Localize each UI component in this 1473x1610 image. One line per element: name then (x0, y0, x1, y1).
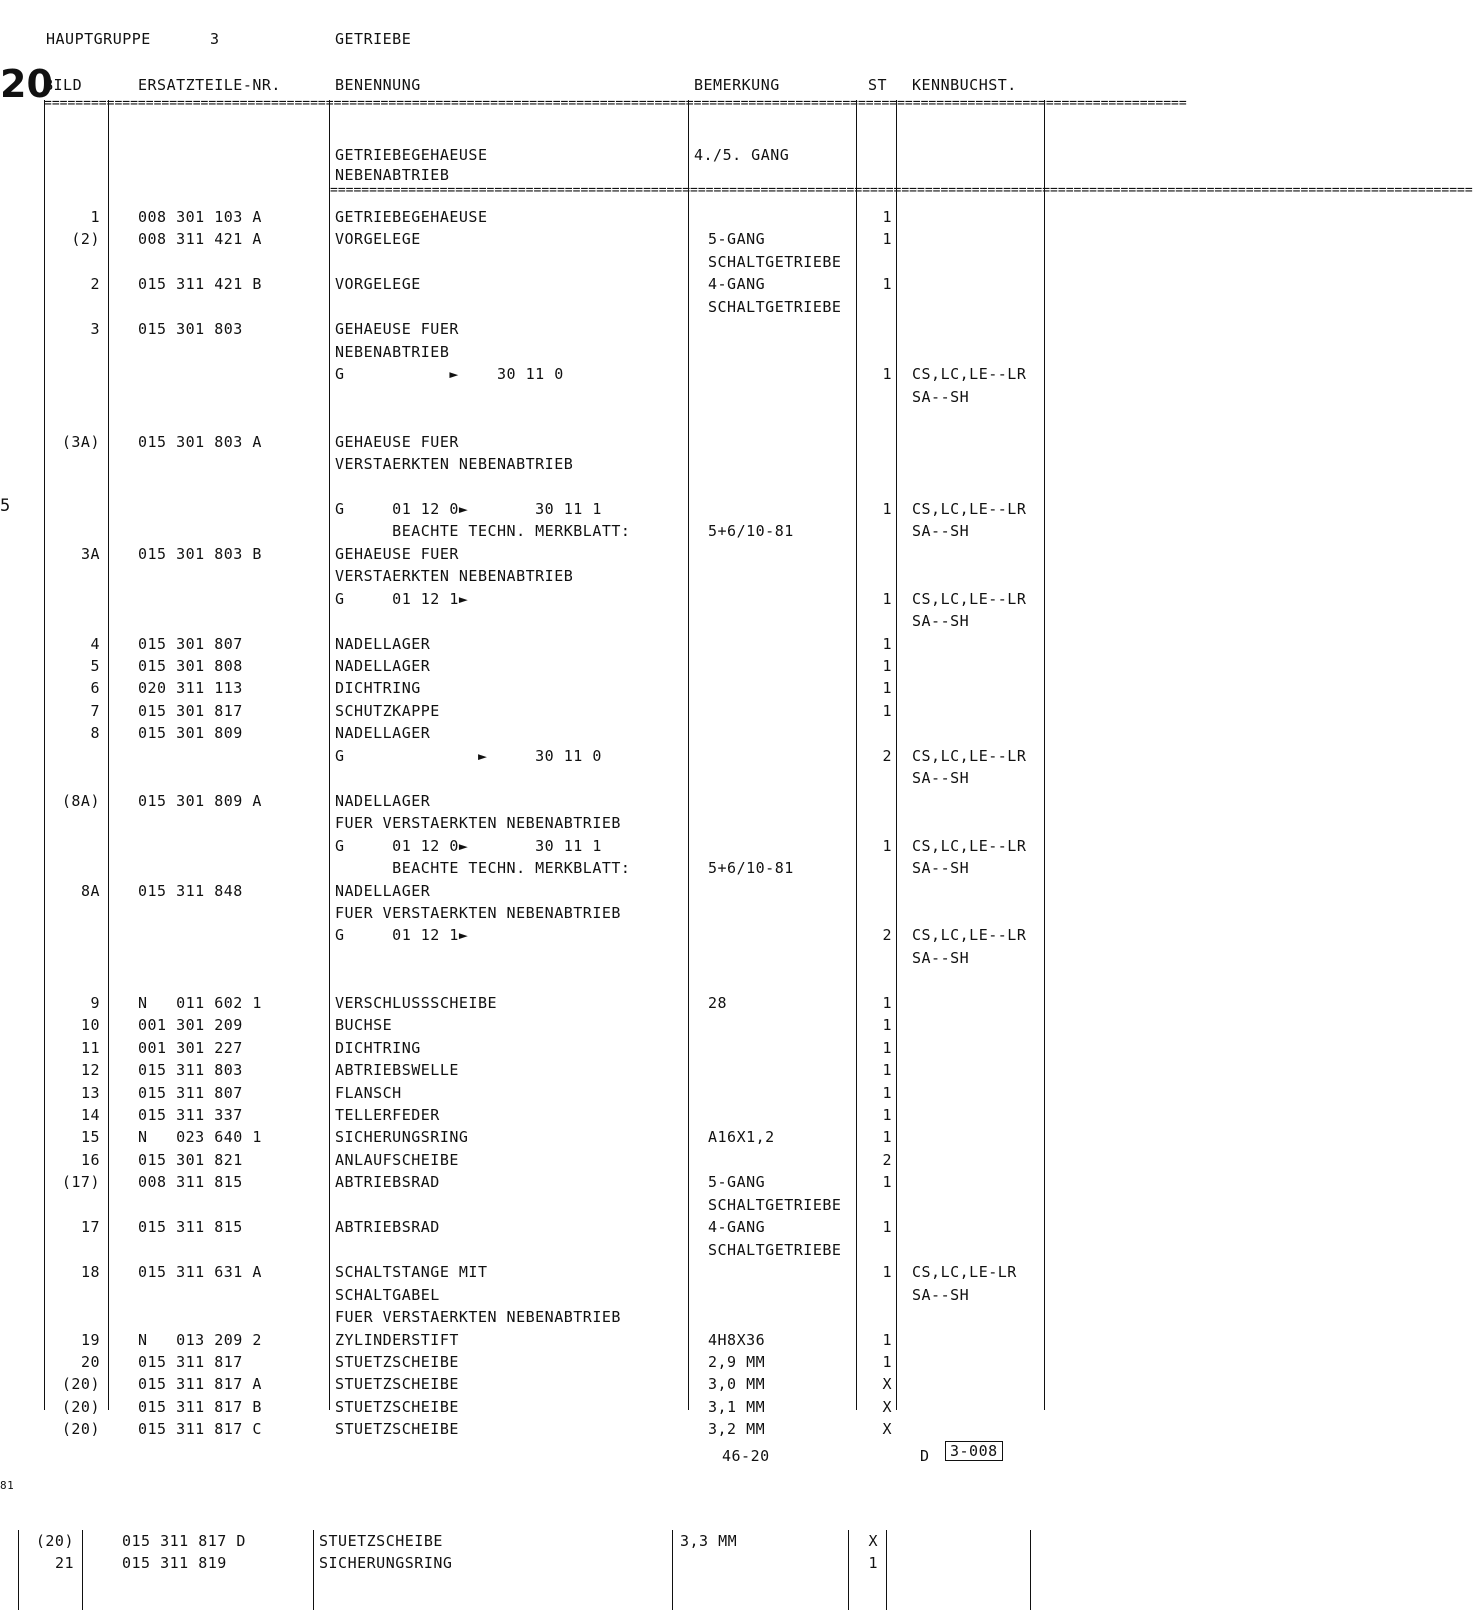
table-row (0, 926, 1083, 948)
benennung-cell: NEBENABTRIEB (335, 342, 450, 361)
kennbuchst-cell: SA--SH (912, 387, 970, 406)
st-cell: 1 (882, 1263, 892, 1282)
bemerkung-cell: 4-GANG (708, 1218, 766, 1237)
benennung-cell: GEHAEUSE FUER (335, 320, 459, 339)
kennbuchst-cell: CS,LC,LE--LR (912, 499, 1027, 518)
benennung-cell: FUER VERSTAERKTEN NEBENABTRIEB (335, 903, 621, 922)
st-cell: X (882, 1420, 892, 1439)
bemerkung-cell: 3,2 MM (708, 1420, 766, 1439)
table-row (0, 275, 1083, 297)
benennung-cell: BEACHTE TECHN. MERKBLATT: (335, 522, 631, 541)
bemerkung-cell: SCHALTGETRIEBE (708, 297, 842, 316)
table-row (0, 1106, 1083, 1128)
table-row (0, 433, 1083, 455)
table-row (0, 635, 1083, 657)
bild-cell: 14 (80, 1106, 100, 1124)
bild-cell: 10 (80, 1016, 100, 1035)
bemerkung-cell: SCHALTGETRIEBE (708, 1240, 842, 1259)
bemerkung-cell: 5-GANG (708, 1173, 766, 1192)
bemerkung-cell: 3,1 MM (708, 1397, 766, 1416)
kennbuchst-cell: CS,LC,LE--LR (912, 589, 1027, 608)
bild-cell: 6 (90, 679, 100, 698)
bild-cell: 20 (80, 1352, 100, 1371)
benennung-cell: G ► 30 11 0 (335, 746, 602, 765)
bild-cell: 18 (80, 1263, 100, 1282)
bild-cell: (8A) (61, 791, 100, 810)
kennbuchst-cell: SA--SH (912, 522, 970, 541)
col-kennbuchst: KENNBUCHST. (912, 76, 1017, 94)
part-number-cell: 008 311 815 (138, 1173, 243, 1192)
st-cell: 1 (882, 1218, 892, 1237)
footer-letter: D (920, 1447, 930, 1465)
bild-cell: 8A (80, 881, 100, 900)
page-marker: 20 (0, 62, 53, 106)
st-cell: 1 (882, 589, 892, 608)
st-cell: 1 (882, 1038, 892, 1057)
table-row (0, 1039, 1083, 1061)
hauptgruppe-number: 3 (210, 30, 220, 48)
st-cell: 1 (882, 365, 892, 384)
st-cell: 1 (882, 634, 892, 653)
table-row (0, 1353, 1083, 1375)
st-cell: 2 (882, 746, 892, 765)
part-number-cell: 008 301 103 A (138, 208, 262, 226)
table-row (0, 567, 1083, 589)
bemerkung-cell: 5+6/10-81 (708, 522, 794, 541)
table-row (0, 904, 1083, 926)
part-number-cell: 015 311 817 (138, 1352, 243, 1371)
bild-cell: 2 (90, 275, 100, 294)
benennung-cell: ABTRIEBSRAD (335, 1173, 440, 1192)
table-row (0, 859, 1083, 881)
section-title-2: NEBENABTRIEB (335, 166, 450, 184)
bemerkung-cell: SCHALTGETRIEBE (708, 252, 842, 271)
table-row (0, 1128, 1083, 1150)
st-cell: 1 (882, 657, 892, 675)
st-cell: 1 (882, 499, 892, 518)
part-number-cell: 008 311 421 A (138, 230, 262, 249)
bild-cell: (17) (61, 1173, 100, 1192)
st-cell: X (882, 1397, 892, 1416)
table-row (0, 1241, 1083, 1263)
header-separator: ================================================================================================================================================== (44, 96, 1187, 111)
benennung-cell: SCHALTGABEL (335, 1285, 440, 1304)
benennung-cell: GEHAEUSE FUER (335, 432, 459, 451)
benennung-cell: G 01 12 0► 30 11 1 (335, 836, 602, 855)
st-cell: X (882, 1375, 892, 1394)
table-row (0, 837, 1083, 859)
part-number-cell: 015 311 807 (138, 1083, 243, 1102)
part-number-cell: 015 311 817 C (138, 1420, 262, 1439)
bild-cell: 21 (54, 1554, 74, 1572)
benennung-cell: VERSTAERKTEN NEBENABTRIEB (335, 567, 574, 586)
benennung-cell: STUETZSCHEIBE (335, 1375, 459, 1394)
table-row (0, 298, 1083, 320)
st-cell: 1 (882, 679, 892, 698)
section-separator: ================================================================================================================================================== (330, 183, 1473, 198)
benennung-cell: NADELLAGER (335, 724, 431, 743)
bild-cell: 11 (80, 1038, 100, 1057)
table-row (0, 792, 1083, 814)
table-row (0, 1308, 1083, 1330)
margin-text: 5 (0, 496, 11, 516)
part-number-cell: 015 311 337 (138, 1106, 243, 1124)
st-cell: 1 (882, 275, 892, 294)
table-row (0, 1263, 1083, 1285)
benennung-cell: DICHTRING (335, 679, 421, 698)
col-st: ST (868, 76, 888, 94)
table-row (0, 769, 1083, 791)
bemerkung-cell: 3,0 MM (708, 1375, 766, 1394)
part-number-cell: 015 301 803 A (138, 432, 262, 451)
benennung-cell: FUER VERSTAERKTEN NEBENABTRIEB (335, 814, 621, 833)
st-cell: 1 (882, 1128, 892, 1147)
benennung-cell: FLANSCH (335, 1083, 402, 1102)
part-number-cell: 015 301 821 (138, 1150, 243, 1169)
bild-cell: 7 (90, 701, 100, 720)
st-cell: 1 (882, 1330, 892, 1349)
table-row (0, 1375, 1083, 1397)
bild-cell: 8 (90, 724, 100, 743)
bemerkung-cell: 5+6/10-81 (708, 859, 794, 878)
kennbuchst-cell: SA--SH (912, 769, 970, 788)
bild-cell: 5 (90, 657, 100, 675)
bild-cell: 16 (80, 1150, 100, 1169)
section-remark: 4./5. GANG (694, 146, 790, 164)
kennbuchst-cell: CS,LC,LE--LR (912, 365, 1027, 384)
table-row (0, 1084, 1083, 1106)
kennbuchst-cell: CS,LC,LE--LR (912, 926, 1027, 945)
table-row (0, 1331, 1083, 1353)
bemerkung-cell: 2,9 MM (708, 1352, 766, 1371)
table-row (0, 612, 1083, 634)
table-row (0, 1151, 1083, 1173)
bemerkung-cell: 28 (708, 993, 728, 1012)
table-row (0, 1173, 1083, 1195)
st-cell: 1 (868, 1554, 878, 1572)
table-row (0, 230, 1083, 252)
bild-cell: 15 (80, 1128, 100, 1147)
bild-cell: 9 (90, 993, 100, 1012)
part-number-cell: 015 301 809 A (138, 791, 262, 810)
part-number-cell: 001 301 227 (138, 1038, 243, 1057)
benennung-cell: GETRIEBEGEHAEUSE (335, 208, 488, 226)
table-row (0, 971, 1083, 993)
bemerkung-cell: 5-GANG (708, 230, 766, 249)
benennung-cell: SCHALTSTANGE MIT (335, 1263, 488, 1282)
table-row (0, 253, 1083, 275)
bild-cell: 17 (80, 1218, 100, 1237)
benennung-cell: VERSCHLUSSSCHEIBE (335, 993, 498, 1012)
bemerkung-cell: 4-GANG (708, 275, 766, 294)
st-cell: 1 (882, 836, 892, 855)
table-row (0, 1420, 1083, 1442)
table-row (0, 949, 1083, 971)
table-row (0, 1286, 1083, 1308)
st-cell: 1 (882, 1352, 892, 1371)
part-number-cell: 001 301 209 (138, 1016, 243, 1035)
table-row (0, 545, 1083, 567)
part-number-cell: 015 301 807 (138, 634, 243, 653)
part-number-cell: 015 311 817 A (138, 1375, 262, 1394)
benennung-cell: G 01 12 0► 30 11 1 (335, 499, 602, 518)
part-number-cell: 015 301 803 B (138, 544, 262, 563)
table-row (0, 702, 1083, 724)
part-number-cell: 015 301 809 (138, 724, 243, 743)
table-row (0, 1532, 1083, 1554)
benennung-cell: ABTRIEBSRAD (335, 1218, 440, 1237)
benennung-cell: VERSTAERKTEN NEBENABTRIEB (335, 454, 574, 473)
benennung-cell: VORGELEGE (335, 230, 421, 249)
st-cell: 1 (882, 1106, 892, 1124)
benennung-cell: FUER VERSTAERKTEN NEBENABTRIEB (335, 1308, 621, 1327)
col-nr: ERSATZTEILE-NR. (138, 76, 281, 94)
st-cell: 1 (882, 1016, 892, 1035)
part-number-cell: 015 311 803 (138, 1061, 243, 1080)
table-row (0, 455, 1083, 477)
part-number-cell: 015 301 803 (138, 320, 243, 339)
benennung-cell: ABTRIEBSWELLE (335, 1061, 459, 1080)
bild-cell: (20) (61, 1375, 100, 1394)
table-row (0, 1218, 1083, 1240)
benennung-cell: BEACHTE TECHN. MERKBLATT: (335, 859, 631, 878)
table-row (0, 724, 1083, 746)
st-cell: 1 (882, 230, 892, 249)
benennung-cell: SCHUTZKAPPE (335, 701, 440, 720)
benennung-cell: BUCHSE (335, 1016, 393, 1035)
part-number-cell: 020 311 113 (138, 679, 243, 698)
table-row (0, 477, 1083, 499)
col-bild: BILD (44, 76, 83, 94)
benennung-cell: NADELLAGER (335, 634, 431, 653)
st-cell: 1 (882, 1173, 892, 1192)
benennung-cell: DICHTRING (335, 1038, 421, 1057)
kennbuchst-cell: SA--SH (912, 948, 970, 967)
bild-cell: (2) (71, 230, 100, 249)
benennung-cell: G ► 30 11 0 (335, 365, 564, 384)
st-cell: 2 (882, 926, 892, 945)
table-row (0, 365, 1083, 387)
table-row (0, 388, 1083, 410)
bild-cell: 1 (90, 208, 100, 226)
table-row (0, 1554, 1083, 1576)
benennung-cell: G 01 12 1► (335, 589, 469, 608)
bild-cell: 4 (90, 634, 100, 653)
benennung-cell: NADELLAGER (335, 881, 431, 900)
bemerkung-cell: SCHALTGETRIEBE (708, 1195, 842, 1214)
table-row (0, 500, 1083, 522)
table-row (0, 994, 1083, 1016)
part-number-cell: 015 311 817 B (138, 1397, 262, 1416)
st-cell: X (868, 1532, 878, 1550)
part-number-cell: 015 311 631 A (138, 1263, 262, 1282)
part-number-cell: 015 311 817 D (122, 1532, 246, 1550)
table-row (0, 320, 1083, 342)
col-benennung: BENENNUNG (335, 76, 421, 94)
section-title-1: GETRIEBEGEHAEUSE (335, 146, 488, 164)
table-row (0, 1016, 1083, 1038)
table-row (0, 590, 1083, 612)
part-number-cell: 015 311 421 B (138, 275, 262, 294)
table-row (0, 522, 1083, 544)
benennung-cell: STUETZSCHEIBE (335, 1397, 459, 1416)
benennung-cell: SICHERUNGSRING (335, 1128, 469, 1147)
bemerkung-cell: 4H8X36 (708, 1330, 766, 1349)
hauptgruppe-label: HAUPTGRUPPE (46, 30, 151, 48)
benennung-cell: NADELLAGER (335, 791, 431, 810)
st-cell: 1 (882, 1083, 892, 1102)
footer-ref: 3-008 (945, 1441, 1003, 1461)
st-cell: 1 (882, 993, 892, 1012)
margin-year: 81 (0, 1479, 15, 1492)
bild-cell: 13 (80, 1083, 100, 1102)
part-number-cell: N 023 640 1 (138, 1128, 262, 1147)
col-bemerkung: BEMERKUNG (694, 76, 780, 94)
part-number-cell: 015 301 808 (138, 657, 243, 675)
table-row (0, 657, 1083, 679)
part-number-cell: N 011 602 1 (138, 993, 262, 1012)
part-number-cell: 015 311 815 (138, 1218, 243, 1237)
bild-cell: (20) (61, 1420, 100, 1439)
bemerkung-cell: 3,3 MM (680, 1532, 738, 1550)
bild-cell: (3A) (61, 432, 100, 451)
bild-cell: 19 (80, 1330, 100, 1349)
st-cell: 2 (882, 1150, 892, 1169)
st-cell: 1 (882, 1061, 892, 1080)
bild-cell: (20) (61, 1397, 100, 1416)
part-number-cell: 015 311 819 (122, 1554, 227, 1572)
benennung-cell: STUETZSCHEIBE (319, 1532, 443, 1550)
benennung-cell: ZYLINDERSTIFT (335, 1330, 459, 1349)
benennung-cell: GEHAEUSE FUER (335, 544, 459, 563)
page-number: 46-20 (722, 1447, 770, 1465)
part-number-cell: 015 301 817 (138, 701, 243, 720)
kennbuchst-cell: SA--SH (912, 859, 970, 878)
benennung-cell: STUETZSCHEIBE (335, 1352, 459, 1371)
table-row (0, 208, 1083, 230)
kennbuchst-cell: CS,LC,LE--LR (912, 836, 1027, 855)
benennung-cell: NADELLAGER (335, 657, 431, 675)
next-page-fragment (0, 1530, 1083, 1600)
kennbuchst-cell: SA--SH (912, 1285, 970, 1304)
table-row (0, 814, 1083, 836)
table-row (0, 343, 1083, 365)
kennbuchst-cell: CS,LC,LE-LR (912, 1263, 1017, 1282)
bild-cell: 3 (90, 320, 100, 339)
benennung-cell: G 01 12 1► (335, 926, 469, 945)
bild-cell: 12 (80, 1061, 100, 1080)
kennbuchst-cell: CS,LC,LE--LR (912, 746, 1027, 765)
table-row (0, 679, 1083, 701)
table-row (0, 1196, 1083, 1218)
bemerkung-cell: A16X1,2 (708, 1128, 775, 1147)
benennung-cell: SICHERUNGSRING (319, 1554, 453, 1572)
group-title: GETRIEBE (335, 30, 412, 48)
bild-cell: (20) (35, 1532, 74, 1550)
benennung-cell: STUETZSCHEIBE (335, 1420, 459, 1439)
kennbuchst-cell: SA--SH (912, 612, 970, 631)
st-cell: 1 (882, 208, 892, 226)
part-number-cell: N 013 209 2 (138, 1330, 262, 1349)
benennung-cell: ANLAUFSCHEIBE (335, 1150, 459, 1169)
table-row (0, 882, 1083, 904)
table-row (0, 410, 1083, 432)
benennung-cell: VORGELEGE (335, 275, 421, 294)
table-row (0, 1398, 1083, 1420)
table-row (0, 747, 1083, 769)
benennung-cell: TELLERFEDER (335, 1106, 440, 1124)
st-cell: 1 (882, 701, 892, 720)
bild-cell: 3A (80, 544, 100, 563)
table-row (0, 1061, 1083, 1083)
part-number-cell: 015 311 848 (138, 881, 243, 900)
